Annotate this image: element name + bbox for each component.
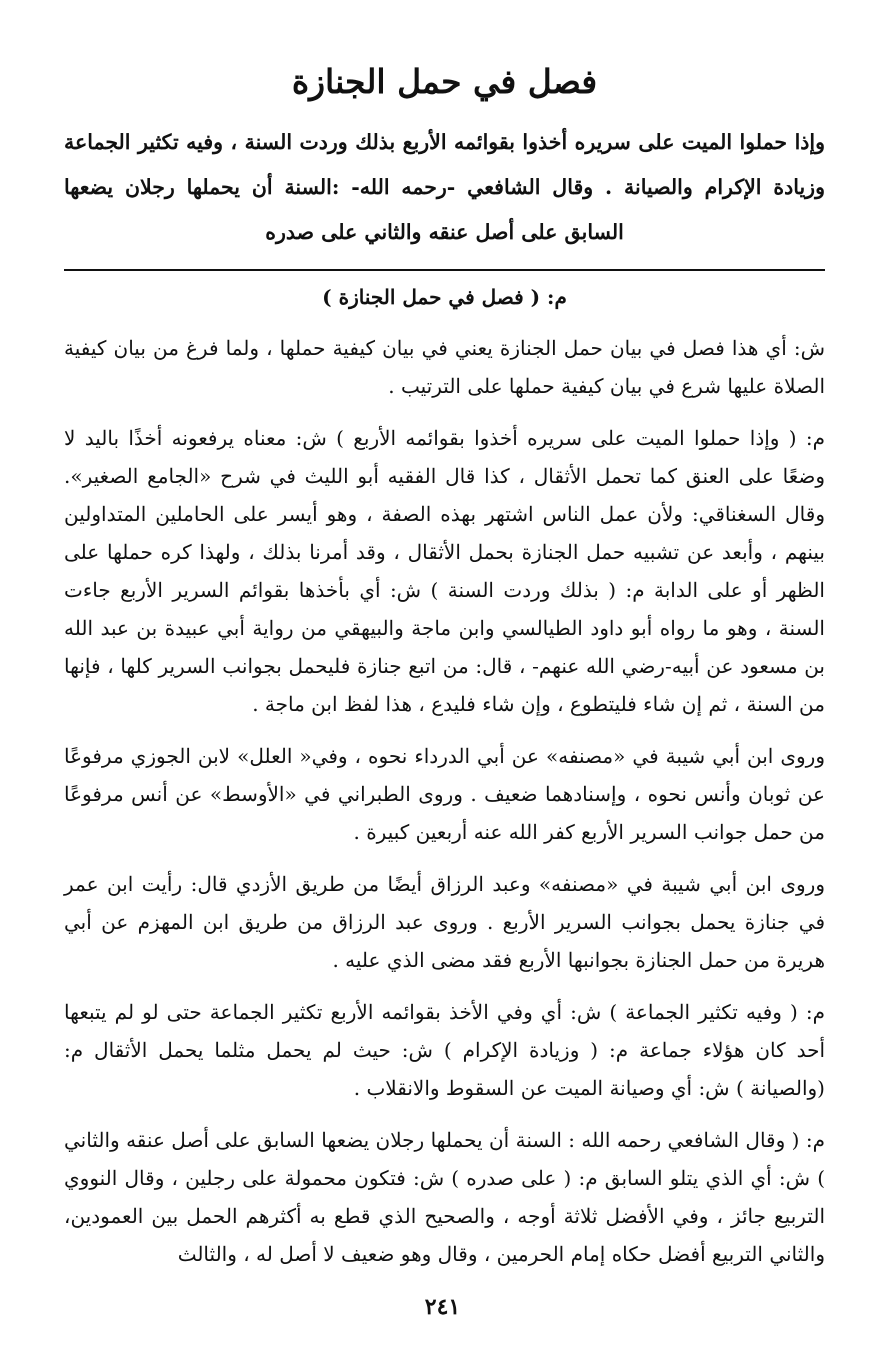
sharh-paragraph: ش: أي هذا فصل في بيان حمل الجنازة يعني في بيان كيفية حملها ، ولما فرغ من بيان كيفية الصلاة عليها شرع في بيان كيفية حملها على الترتيب . — [64, 336, 825, 398]
sharh-heading: م: ( فصل في حمل الجنازة ) — [322, 285, 567, 309]
sharh-paragraph: وروى ابن أبي شيبة في «مصنفه» وعبد الرزاق أيضًا من طريق الأزدي قال: رأيت ابن عمر في جنازة يحمل بجوانب السرير الأربع . وروى عبد الرزاق من طريق ابن المهزم عن أبي هريرة من حمل الجنازة بجوانبها الأربع فقد مضى الذي عليه . — [64, 872, 826, 972]
sharh-paragraph: م: ( وقال الشافعي رحمه الله : السنة أن يحملها رجلان يضعها السابق على أصل عنقه والثاني ) ش: أي الذي يتلو السابق م: ( على صدره ) ش: فتكون محمولة على رجلين ، وقال النووي التربيع جائز ، وفي الأفضل ثلاثة أوجه ، والصحيح الذي قطع به أكثرهم الحمل بين العمودين، والثاني التربيع أفضل حكاه إمام الحرمين ، وقال وهو ضعيف لا أصل له ، والثالث — [64, 1128, 825, 1266]
page-number: ٢٤١ — [424, 1294, 461, 1320]
sharh-paragraph: وروى ابن أبي شيبة في «مصنفه» عن أبي الدرداء نحوه ، وفي« العلل» لابن الجوزي مرفوعًا عن ثوبان وأنس نحوه ، وإسنادهما ضعيف . وروى الطبراني في «الأوسط» عن أنس مرفوعًا من حمل جوانب السرير الأربع كفر الله عنه أربعين كبيرة . — [64, 744, 825, 844]
divider-line — [64, 269, 825, 271]
chapter-title: فصل في حمل الجنازة — [291, 62, 598, 101]
matn-text: وإذا حملوا الميت على سريره أخذوا بقوائمه الأربع بذلك وردت السنة ، وفيه تكثير الجماعة وزيادة الإكرام والصيانة . وقال الشافعي -رحمه الله- :السنة أن يحملها رجلان يضعها السابق على أصل عنقه والثاني على صدره — [64, 130, 825, 244]
sharh-paragraph: م: ( وفيه تكثير الجماعة ) ش: أي وفي الأخذ بقوائمه الأربع تكثير الجماعة حتى لو لم يتبعها أحد كان هؤلاء جماعة م: ( وزيادة الإكرام ) ش: حيث لم يحمل مثلما يحمل الأثقال م: (والصيانة ) ش: أي وصيانة الميت عن السقوط والانقلاب . — [64, 1000, 825, 1100]
sharh-paragraph: م: ( وإذا حملوا الميت على سريره أخذوا بقوائمه الأربع ) ش: معناه يرفعونه أخذًا باليد لا وضعًا على العنق كما تحمل الأثقال ، كذا قال الفقيه أبو الليث في شرح «الجامع الصغير». وقال السغناقي: ولأن عمل الناس اشتهر بهذه الصفة ، وهو أيسر على الحاملين المتداولين بينهم ، وأبعد عن تشبيه حمل الجنازة بحمل الأثقال ، وقد أمرنا بذلك ، ولهذا كره حملها على الظهر أو على الدابة م: ( بذلك وردت السنة ) ش: أي بأخذها بقوائم السرير الأربع جاءت السنة ، وهو ما رواه أبو داود الطيالسي وابن ماجة والبيهقي من رواية أبي عبيدة بن عبد الله بن مسعود عن أبيه-رضي الله عنهم- ، قال: من اتبع جنازة فليحمل بجوانب السرير كلها ، فإنها من السنة ، ثم إن شاء فليتطوع ، وإن شاء فليدع ، هذا لفظ ابن ماجة . — [64, 426, 825, 716]
